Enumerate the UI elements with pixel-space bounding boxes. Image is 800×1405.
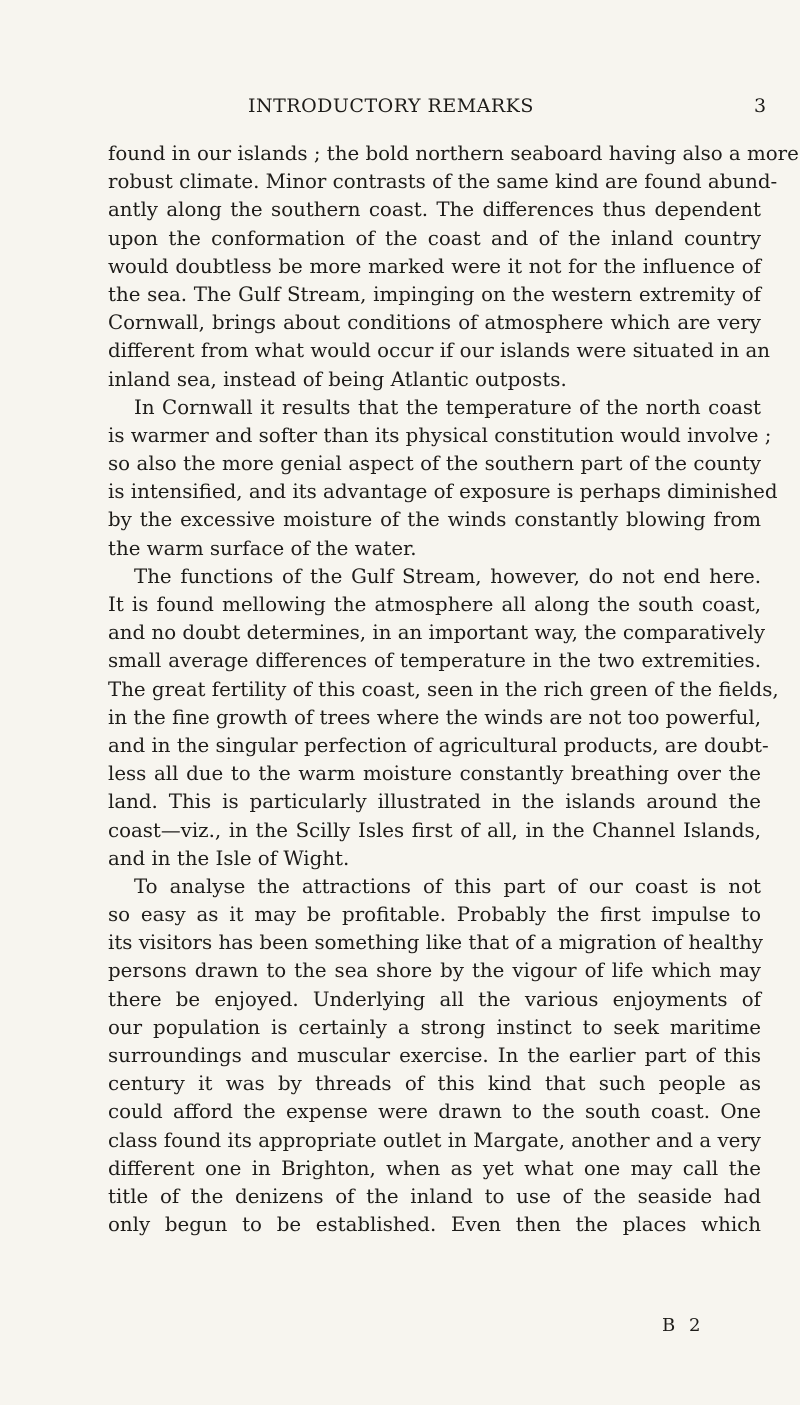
text-line: would doubtless be more marked were it not for the influence of xyxy=(108,254,761,278)
text-line: small average differences of temperature in the two extremities. xyxy=(108,649,761,673)
text-line: century it was by threads of this kind that such people as xyxy=(108,1072,761,1096)
text-line: our population is certainly a strong instinct to seek maritime xyxy=(108,1015,761,1039)
text-line: found in our islands ; the bold northern seaboard having also a more xyxy=(108,142,799,165)
text-line: its visitors has been something like that of a migration of healthy xyxy=(108,931,763,955)
text-line: and in the Isle of Wight. xyxy=(108,846,350,870)
text-line: less all due to the warm moisture constantly breathing over the xyxy=(108,762,761,786)
text-line: and no doubt determines, in an important way, the comparatively xyxy=(108,621,766,645)
text-line: only begun to be established. Even then the places which xyxy=(108,1213,761,1237)
signature-mark: B 2 xyxy=(662,1315,705,1336)
text-line: To analyse the attractions of this part of our coast is not xyxy=(134,874,761,898)
text-line: surroundings and muscular exercise. In the earlier part of this xyxy=(108,1044,761,1067)
text-line: and in the singular perfection of agricultural products, are doubt- xyxy=(108,733,769,757)
text-line: The great fertility of this coast, seen in the rich green of the fields, xyxy=(108,677,779,701)
text-line: coast—viz., in the Scilly Isles first of all, in the Channel Islands, xyxy=(108,818,761,842)
text-line: The functions of the Gulf Stream, however, do not end here. xyxy=(134,564,761,588)
text-line: Cornwall, brings about conditions of atmosphere which are very xyxy=(108,311,761,335)
text-line: the warm surface of the water. xyxy=(108,536,417,560)
text-line: robust climate. Minor contrasts of the same kind are found abund- xyxy=(108,170,778,194)
text-line: different from what would occur if our islands were situated in an xyxy=(108,339,771,363)
text-line: antly along the southern coast. The differences thus dependent xyxy=(108,198,761,222)
text-line: upon the conformation of the coast and of the inland country xyxy=(108,226,761,250)
text-line: is warmer and softer than its physical constitution would involve ; xyxy=(108,423,772,447)
text-line: is intensified, and its advantage of exposure is perhaps diminished xyxy=(108,480,778,504)
text-line: in the fine growth of trees where the winds are not too powerful, xyxy=(108,705,761,729)
page-number: 3 xyxy=(754,95,767,117)
text-line: title of the denizens of the inland to use of the seaside had xyxy=(108,1184,761,1208)
text-line: land. This is particularly illustrated in the islands around the xyxy=(108,790,761,814)
text-line: there be enjoyed. Underlying all the various enjoyments of xyxy=(108,987,761,1011)
text-line: so easy as it may be profitable. Probably the first impulse to xyxy=(108,903,761,927)
text-line: so also the more genial aspect of the southern part of the county xyxy=(108,452,761,476)
text-line: persons drawn to the sea shore by the vigour of life which may xyxy=(108,959,761,983)
text-line: could afford the expense were drawn to the south coast. One xyxy=(108,1100,761,1124)
text-line: different one in Brighton, when as yet what one may call the xyxy=(108,1156,761,1180)
text-line: inland sea, instead of being Atlantic outposts. xyxy=(108,367,567,391)
running-head: INTRODUCTORY REMARKS xyxy=(248,95,534,117)
text-line: It is found mellowing the atmosphere all along the south coast, xyxy=(108,593,761,616)
text-line: by the excessive moisture of the winds constantly blowing from xyxy=(108,508,761,532)
text-line: In Cornwall it results that the temperature of the north coast xyxy=(134,395,761,419)
text-line: class found its appropriate outlet in Margate, another and a very xyxy=(108,1128,761,1152)
body-text xyxy=(108,140,799,1239)
text-line: the sea. The Gulf Stream, impinging on the western extremity of xyxy=(108,282,761,306)
